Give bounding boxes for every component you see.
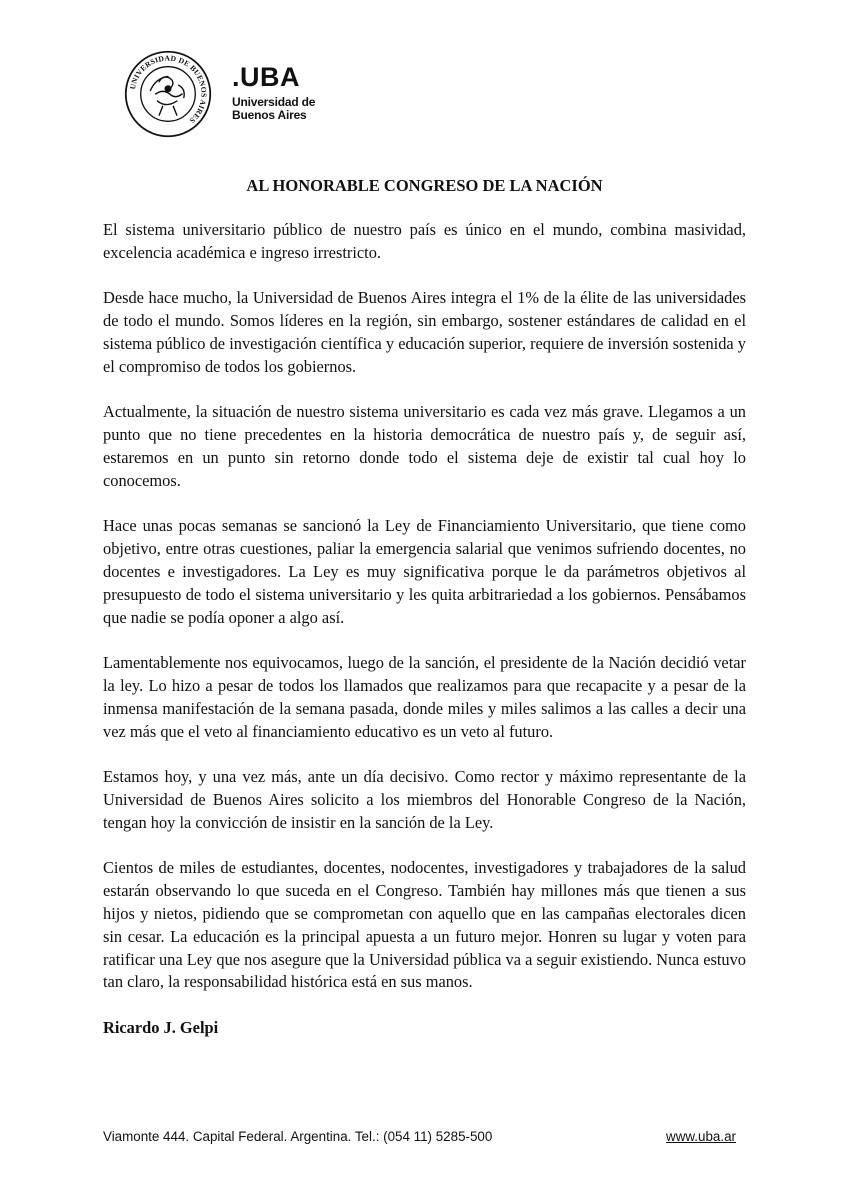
paragraph: Estamos hoy, y una vez más, ante un día decisivo. Como rector y máximo representante de la Universidad de Buenos Aires solicito a los miembros del Honorable Congreso de la Nación, tengan hoy la convicción de insistir en la sanción de la Ley. xyxy=(103,767,746,832)
seal-text: UNIVERSIDAD DE BUENOS AIRES xyxy=(127,53,209,126)
uba-seal-icon xyxy=(124,50,212,138)
paragraph: El sistema universitario público de nuestro país es único en el mundo, combina masividad, excelencia académica e ingreso irrestricto. xyxy=(103,220,746,262)
uba-logo xyxy=(232,64,315,122)
paragraph: Desde hace mucho, la Universidad de Buenos Aires integra el 1% de la élite de las universidades de todo el mundo. Somos líderes en la región, sin embargo, sostener estándares de calidad en el sistema público de investigación científica y educación superior, requiere de inversión sostenida y el compromiso de todos los gobiernos. xyxy=(103,288,746,376)
paragraph: Cientos de miles de estudiantes, docentes, nodocentes, investigadores y trabajadores de la salud estarán observando lo que suceda en el Congreso. También hay millones más que tienen a sus hijos y nietos, pidiendo que se comprometan con aquello que en las campañas electorales dicen sin cesar. La educación es la principal apuesta a un futuro mejor. Honren su lugar y voten para ratificar una Ley que nos asegure que la Universidad pública va a seguir existiendo. Nunca estuvo tan claro, la responsabilidad histórica está en sus manos. xyxy=(103,858,746,992)
paragraph: Hace unas pocas semanas se sancionó la Ley de Financiamiento Universitario, que tiene como objetivo, entre otras cuestiones, paliar la emergencia salarial que venimos sufriendo docentes, no docentes e investigadores. La Ley es muy significativa porque le da parámetros objetivos al presupuesto de todo el sistema universitario y les quita arbitrariedad a los gobiernos. Pensábamos que nadie se podía oponer a algo así. xyxy=(103,516,746,627)
paragraph: Actualmente, la situación de nuestro sistema universitario es cada vez más grave. Llegamos a un punto que no tiene precedentes en la historia democrática de nuestro país y, de seguir así, estaremos en un punto sin retorno donde todo el sistema deje de existir tal cual hoy lo conocemos. xyxy=(103,402,746,490)
paragraph: Lamentablemente nos equivocamos, luego de la sanción, el presidente de la Nación decidió vetar la ley. Lo hizo a pesar de todos los llamados que realizamos para que recapacite y a pesar de la inmensa manifestación de la semana pasada, donde miles y miles salimos a las calles a decir una vez más que el veto al financiamiento educativo es un veto al futuro. xyxy=(103,653,746,741)
uba-logo-subtitle-line1: Universidad de xyxy=(232,95,316,109)
uba-logo-subtitle xyxy=(232,96,315,122)
document-title: AL HONORABLE CONGRESO DE LA NACIÓN xyxy=(246,176,603,195)
document-body xyxy=(103,219,746,1062)
uba-logo-name: .UBA xyxy=(232,62,300,92)
signature: Ricardo J. Gelpi xyxy=(103,1017,219,1037)
uba-logo-subtitle-line2: Buenos Aires xyxy=(232,108,307,122)
website-link[interactable]: www.uba.ar xyxy=(666,1129,736,1144)
footer-address: Viamonte 444. Capital Federal. Argentina. Tel.: (054 11) 5285-500 xyxy=(103,1129,493,1144)
